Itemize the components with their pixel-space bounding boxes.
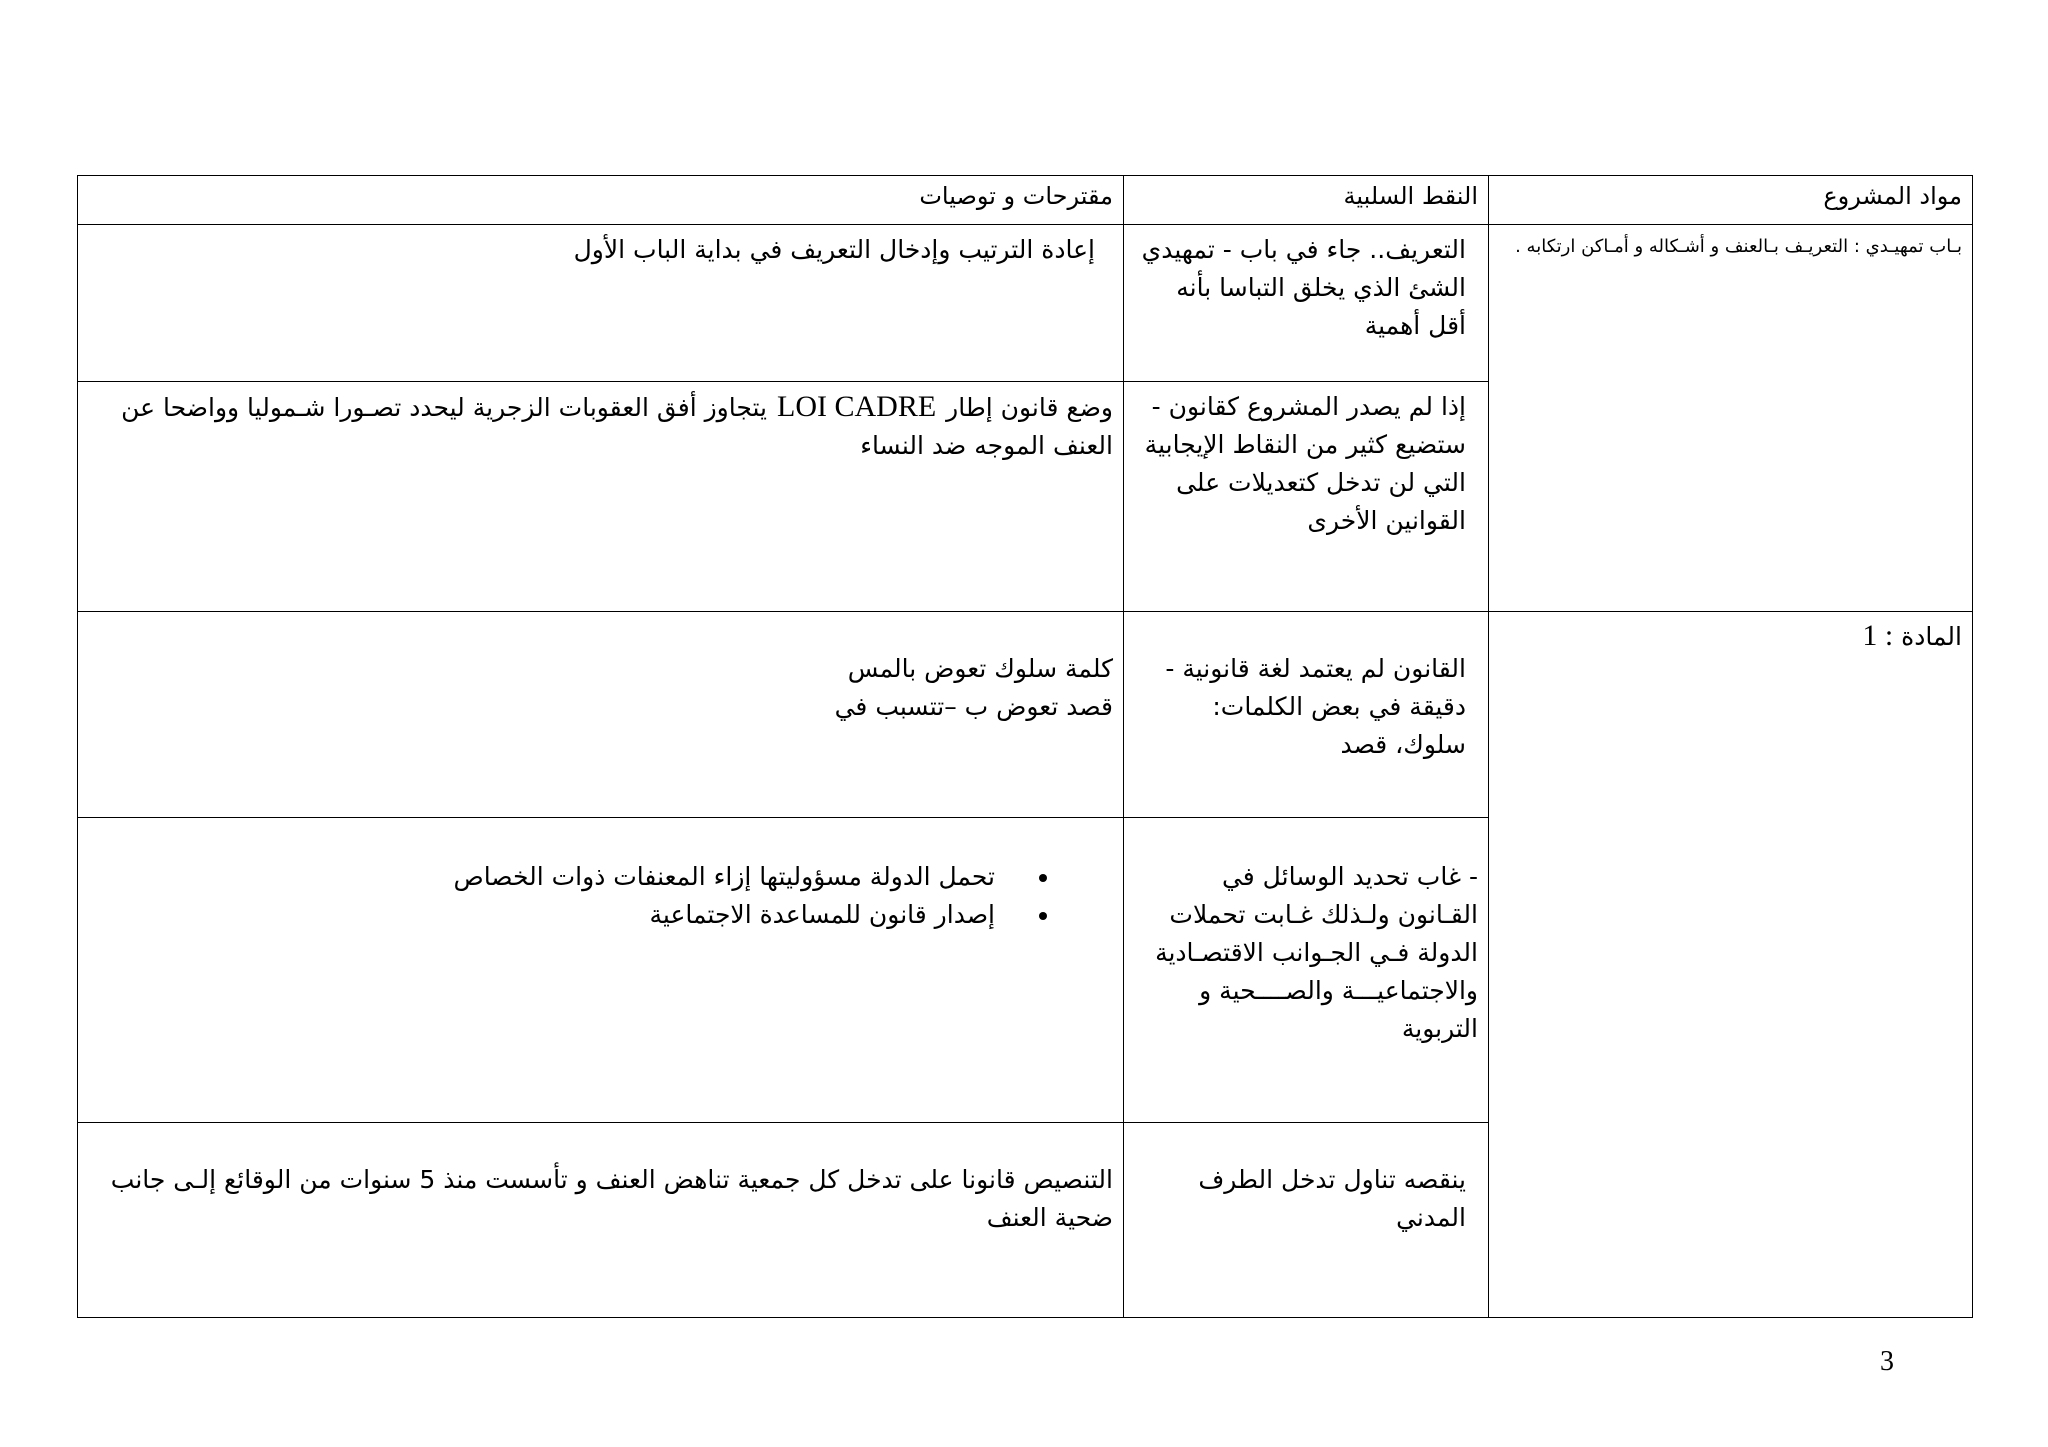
negative-cell: القانون لم يعتمد لغة قانونية - دقيقة في بعض الكلمات: سلوك، قصد (1124, 612, 1489, 818)
suggestion-cell: إعادة الترتيب وإدخال التعريف في بداية الباب الأول (78, 225, 1124, 382)
suggestion-cell (78, 382, 1124, 612)
header-articles: مواد المشروع (1489, 176, 1973, 225)
suggestion-cell (78, 612, 1124, 818)
list-item: • إصدار قانون للمساعدة الاجتماعية (88, 896, 1025, 934)
page-number: 3 (1880, 1346, 1894, 1377)
article-label: المادة (1901, 622, 1962, 651)
suggestion-cell (78, 818, 1124, 1123)
list-item: • تحمل الدولة مسؤوليتها إزاء المعنفات ذوات الخصاص (88, 858, 1025, 896)
negative-cell: إذا لم يصدر المشروع كقانون - ستضيع كثير من النقاط الإيجابية التي لن تدخل كتعديلات على القوانين الأخرى (1124, 382, 1489, 612)
header-row (78, 176, 1973, 225)
header-negatives: النقط السلبية (1124, 176, 1489, 225)
article-number: 1 : (1862, 619, 1894, 652)
header-suggestions: مقترحات و توصيات (78, 176, 1124, 225)
proposals-table (77, 175, 1973, 1318)
negative-cell: التعريف.. جاء في باب - تمهيدي الشئ الذي يخلق التباسا بأنه أقل أهمية (1124, 225, 1489, 382)
suggestion-line: كلمة سلوك تعوض بالمس (847, 654, 1113, 683)
negative-cell: ينقصه تناول تدخل الطرف المدني (1124, 1123, 1489, 1318)
suggestion-text-start: وضع قانون إطار (946, 393, 1113, 422)
bullet-list (88, 858, 1113, 934)
loi-cadre-term: LOI CADRE (777, 390, 937, 423)
suggestion-line: قصد تعوض ب –تتسبب في (834, 692, 1113, 721)
table-row (78, 225, 1973, 382)
article-cell-1 (1489, 612, 1973, 1318)
article-cell-preamble: بـاب تمهيـدي : التعريـف بـالعنف و أشـكاله و أمـاكن ارتكابه . (1489, 225, 1973, 612)
negative-cell: - غاب تحديد الوسائل في القـانون ولـذلك غـابت تحملات الدولة فـي الجـوانب الاقتصـادية والاجتماعيـــة والصــــحية و التربوية (1124, 818, 1489, 1123)
suggestion-text-end: يتجاوز أفق العقوبات الزجرية ليحدد تصـورا شـموليا وواضحا عن العنف الموجه ضد النساء (121, 393, 1113, 460)
table-row (78, 612, 1973, 818)
suggestion-cell: التنصيص قانونا على تدخل كل جمعية تناهض العنف و تأسست منذ 5 سنوات من الوقائع إلـى جانب ضحية العنف (78, 1123, 1124, 1318)
